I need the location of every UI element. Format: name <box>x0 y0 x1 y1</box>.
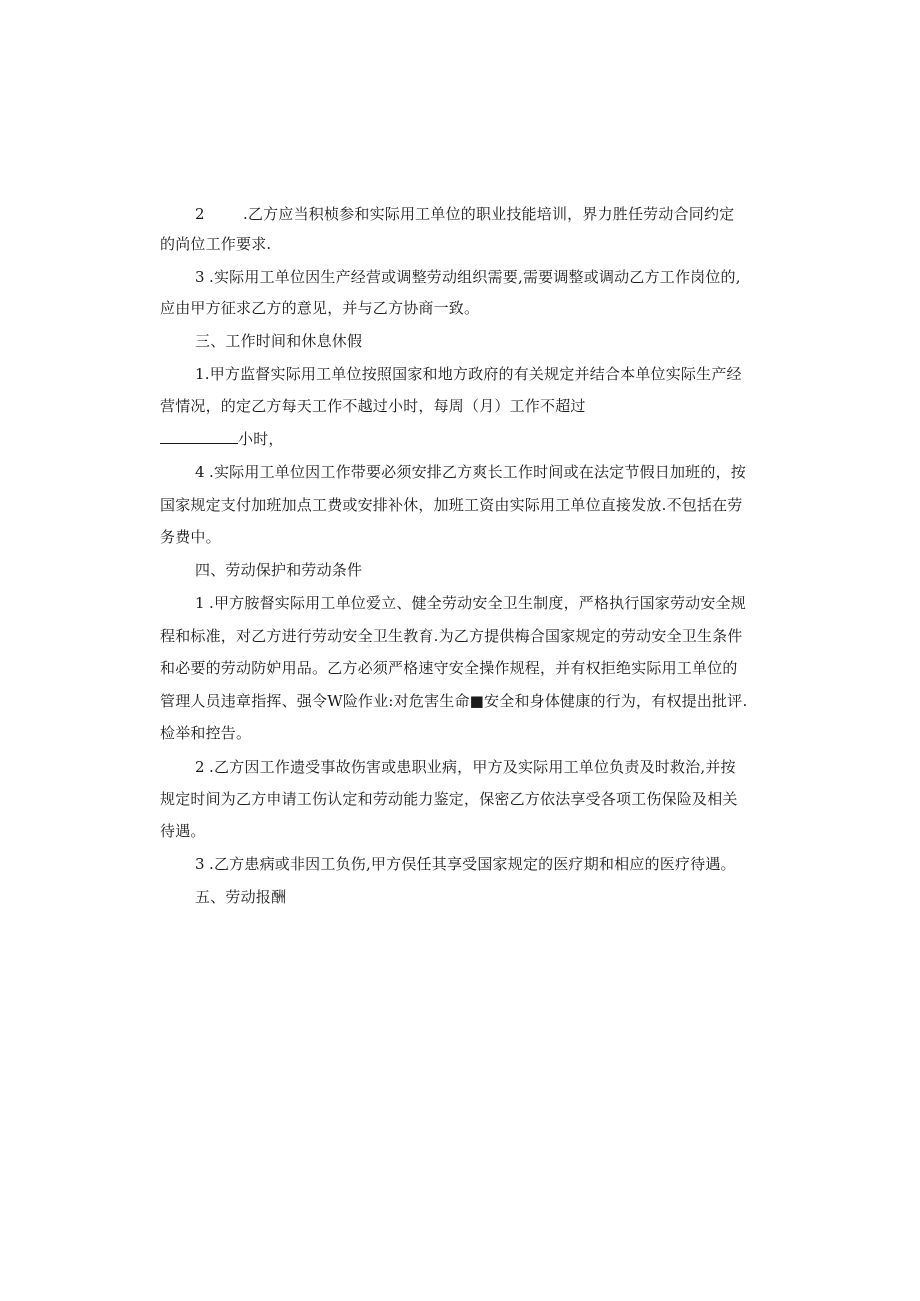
paragraph-4-1-line-1 <box>195 593 746 613</box>
item-number: 3 <box>195 855 205 873</box>
paragraph-4-1-line-2: 程和标准，对乙方进行劳动安全卫生教育.为乙方提供梅合国家规定的劳动安全卫生条件 <box>160 627 743 645</box>
paragraph-4-2-line-1 <box>195 757 736 777</box>
paragraph-3-line-2: 应由甲方征求乙方的意见，并与乙方协商一致。 <box>160 299 480 317</box>
paragraph-4-1-line-3: 和必要的劳动防妒用品。乙方必须严格速守安全操作规程，并有权拒绝实际用工单位的 <box>160 659 738 677</box>
paragraph-4-1-line-4: 管理人员违章指挥、强令W险作业:对危害生命■安全和身体健康的行为，有权提出批评. <box>160 692 748 710</box>
paragraph-text: 小时， <box>238 430 284 448</box>
item-number: 3 <box>195 268 205 286</box>
paragraph-4-line-1 <box>195 462 746 482</box>
paragraph-4-1-line-5: 检举和控告。 <box>160 724 252 742</box>
section-heading-4: 四、劳动保护和劳动条件 <box>195 561 363 579</box>
paragraph-3-1-line-1: 1.甲方监督实际用工单位按照国家和地方政府的有关规定并结合本单位实际生产经 <box>195 365 742 383</box>
paragraph-4-2-line-3: 待遇。 <box>160 822 206 840</box>
paragraph-3-1-line-2: 营情况，的定乙方每天工作不越过小时，每周（月）工作不超过 <box>160 397 586 415</box>
paragraph-text: .乙方患病或非因工负伤,甲方俣任其享受国家规定的医疗期和相应的医疗待遇。 <box>209 855 736 873</box>
paragraph-4-2-line-2: 规定时间为乙方申请工伤认定和劳动能力鉴定，保密乙方依法享受各项工伤保险及相关 <box>160 790 738 808</box>
paragraph-4-3-line-1 <box>195 854 736 874</box>
paragraph-2-line-2: 的尚位工作要求. <box>160 235 272 253</box>
section-heading-5: 五、劳动报酬 <box>195 888 287 906</box>
item-number: 1 <box>195 594 205 612</box>
item-number: 2 <box>195 205 205 223</box>
paragraph-3-line-1 <box>195 267 741 287</box>
fill-in-blank <box>160 429 238 444</box>
paragraph-4-line-2: 国家规定支付加班加点工费或安排补休，加班工资由实际用工单位直接发放.不包括在劳 <box>160 496 743 514</box>
item-number: 2 <box>195 758 205 776</box>
paragraph-2-line-1 <box>195 204 734 224</box>
paragraph-3-1-line-3 <box>160 429 284 449</box>
paragraph-4-line-3: 务费中。 <box>160 528 221 546</box>
paragraph-text: .实际用工单位因工作带要必须安排乙方爽长工作时间或在法定节假日加班的，按 <box>209 463 746 481</box>
paragraph-text: .乙方应当积桢参和实际用工单位的职业技能培训，界力胜任劳动合同约定 <box>243 205 735 223</box>
item-number: 4 <box>195 463 205 481</box>
paragraph-text: .实际用工单位因生产经营或调整劳动组织需要,需要调整或调动乙方工作岗位的, <box>209 268 741 286</box>
section-heading-3: 三、工作时间和休息休假 <box>195 332 363 350</box>
paragraph-text: .乙方因工作遗受事故伤害或患职业病，甲方及实际用工单位负责及时救治,并按 <box>209 758 736 776</box>
paragraph-text: .甲方胺督实际用工单位爱立、健全劳动安全卫生制度，严格执行国家劳动安全规 <box>209 594 746 612</box>
